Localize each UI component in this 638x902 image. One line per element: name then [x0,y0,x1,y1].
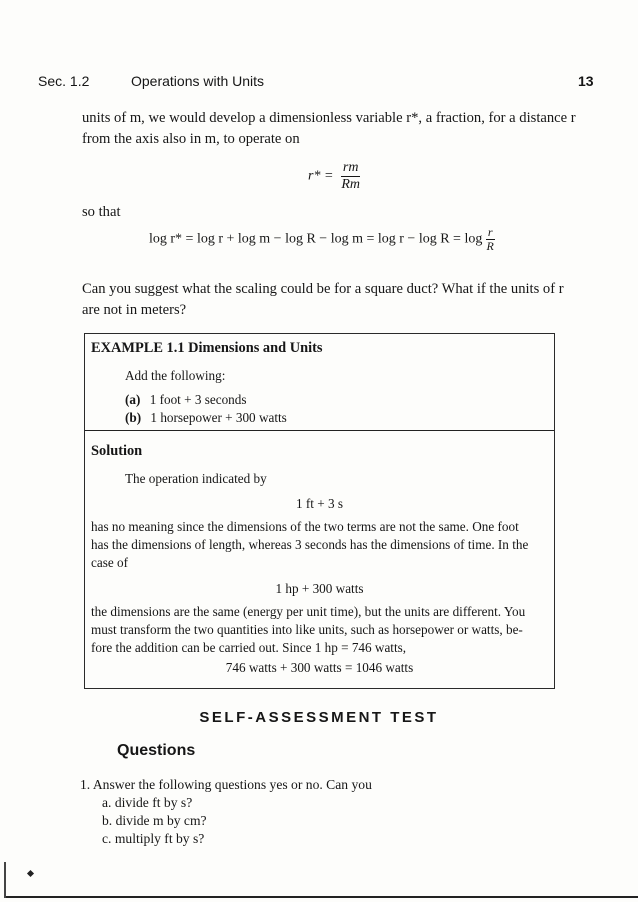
fraction-denominator: Rm [341,177,361,192]
intro-line-2: from the axis also in m, to operate on [82,131,300,147]
example-item-b [125,408,287,427]
solution-para1-line1: has no meaning since the dimensions of the two terms are not the same. One foot [91,519,519,534]
solution-para2-line2: must transform the two quantities into like units, such as horsepower or watts, be- [91,622,523,637]
section-number: Sec. 1.2 [38,73,90,89]
item-label: (b) [125,410,142,425]
question-line-2: are not in meters? [82,302,187,318]
question-1c: c. multiply ft by s? [102,831,205,846]
example-box [84,333,555,689]
self-assessment-heading: SELF-ASSESSMENT TEST [199,709,439,726]
question-1: 1. Answer the following questions yes or no. Can you [80,777,372,792]
example-item-a [125,390,247,409]
so-that-text: so that [82,204,121,220]
solution-para2-line3: fore the addition can be carried out. Since 1 hp = 746 watts, [91,640,407,655]
page-number: 13 [578,73,594,89]
expression-watts-sum: 746 watts + 300 watts = 1046 watts [225,660,414,675]
solution-para2-line1: the dimensions are the same (energy per unit time), but the units are different. You [91,604,526,619]
scan-speck [27,870,34,877]
equation-fraction [341,160,361,193]
question-line-1: Can you suggest what the scaling could be for a square duct? What if the units of r [82,281,564,297]
solution-title: Solution [91,443,143,459]
log-fraction [486,226,495,253]
scan-left-edge [4,862,6,898]
example-title: EXAMPLE 1.1 Dimensions and Units [91,340,323,356]
example-prompt: Add the following: [125,368,226,383]
equation-r-star [308,160,360,193]
equation-lhs: r* = [308,168,334,184]
question-1a: a. divide ft by s? [102,795,193,810]
section-title: Operations with Units [131,73,265,89]
fraction-numerator: rm [342,160,359,175]
question-1b: b. divide m by cm? [102,813,207,828]
item-label: (a) [125,392,141,407]
log-expression: log r* = log r + log m − log R − log m = log r − log R = log [149,231,483,247]
solution-para1-line3: case of [91,555,128,570]
equation-log [149,226,495,253]
solution-para1-line2: has the dimensions of length, whereas 3 seconds has the dimensions of time. In the [91,537,529,552]
log-fraction-denominator: R [486,239,494,253]
item-text: 1 horsepower + 300 watts [150,410,287,425]
intro-line-1: units of m, we would develop a dimensionless variable r*, a fraction, for a distance r [82,110,576,126]
expression-hp-watts: 1 hp + 300 watts [275,581,364,596]
expression-ft-s: 1 ft + 3 s [296,496,343,511]
item-text: 1 foot + 3 seconds [149,392,247,407]
scan-bottom-edge [4,896,638,898]
solution-intro: The operation indicated by [125,471,267,486]
example-divider [85,430,554,431]
questions-heading: Questions [117,742,196,759]
log-fraction-numerator: r [487,225,493,239]
